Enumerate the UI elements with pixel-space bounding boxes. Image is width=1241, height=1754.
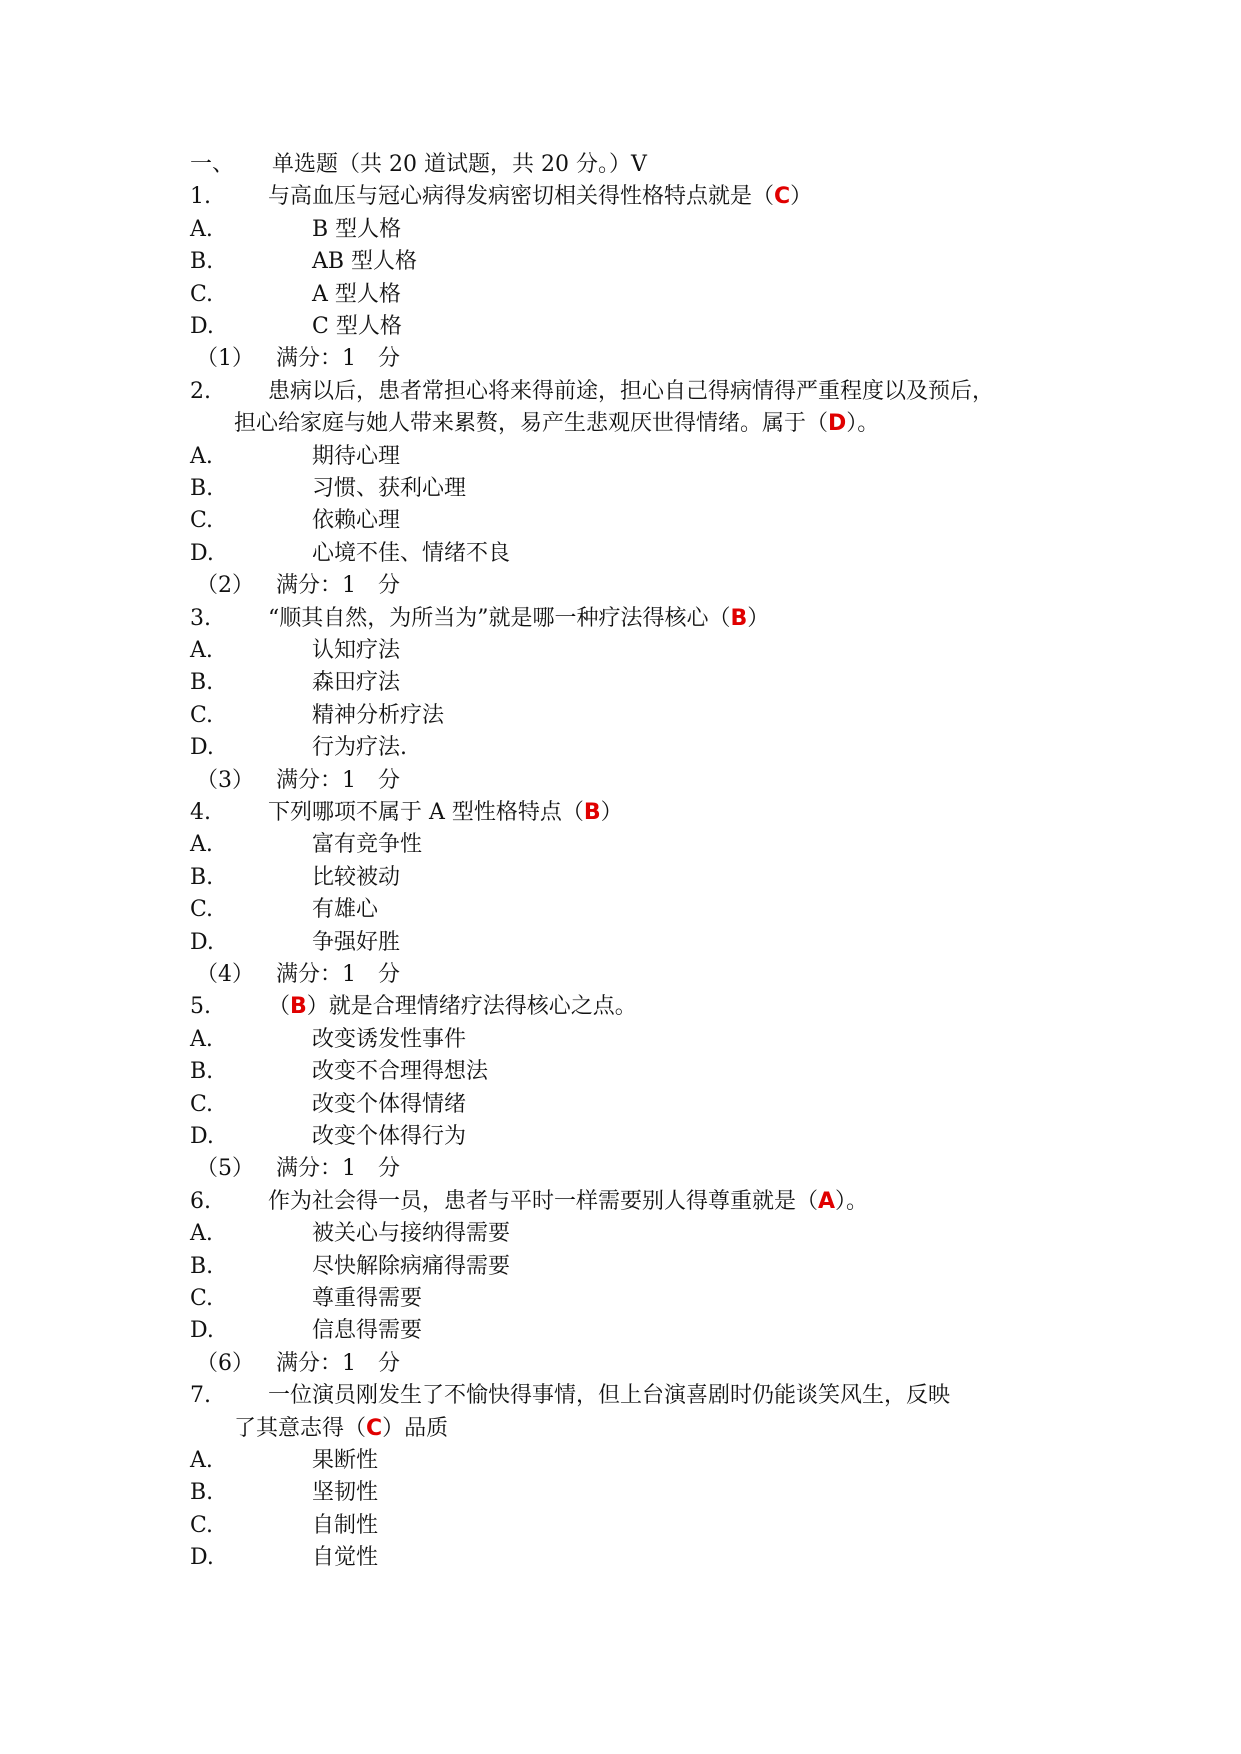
- score-line: [0, 764, 1241, 798]
- score-index: （4）: [196, 962, 254, 987]
- score-value: 满分：1 分: [276, 767, 400, 793]
- question-text: [268, 990, 637, 1024]
- question-stem: [0, 796, 1241, 830]
- option-label: B.: [190, 670, 214, 696]
- option-text: 尊重得需要: [312, 1286, 423, 1311]
- question-number: 4.: [190, 800, 211, 825]
- question-cont-pre: 担心给家庭与她人带来累赘，易产生悲观厌世得情绪。属于（: [234, 411, 829, 437]
- score-line: [0, 569, 1241, 603]
- option-label: B.: [190, 1059, 214, 1085]
- question-number: 5.: [190, 994, 211, 1020]
- question-text-continued: [234, 407, 879, 441]
- option-label: C.: [190, 702, 214, 728]
- option-b: [0, 666, 1241, 700]
- option-label: A.: [190, 216, 213, 242]
- option-label: C.: [190, 897, 214, 923]
- question-text-continued: [234, 1412, 448, 1446]
- answer-letter: D: [828, 411, 847, 437]
- score-line: [0, 1152, 1241, 1186]
- score-value: 满分：1 分: [276, 1156, 400, 1182]
- option-text: 坚韧性: [312, 1480, 379, 1506]
- option-label: A.: [190, 1448, 213, 1473]
- option-a: [0, 634, 1241, 668]
- question-text-pre: （: [268, 994, 291, 1020]
- option-text: 改变诱发性事件: [312, 1026, 467, 1052]
- score-value: 满分：1 分: [276, 1350, 400, 1376]
- option-label: B.: [190, 476, 214, 501]
- option-text: 富有竞争性: [312, 832, 423, 858]
- option-c: [0, 699, 1241, 733]
- option-label: C.: [190, 281, 214, 307]
- question-stem: [0, 180, 1241, 214]
- option-label: B.: [190, 249, 214, 275]
- question-text-pre: 作为社会得一员，患者与平时一样需要别人得尊重就是（: [268, 1188, 819, 1214]
- option-a: [0, 1217, 1241, 1251]
- option-text: 果断性: [312, 1448, 379, 1473]
- question-stem: [0, 1185, 1241, 1219]
- option-b: [0, 245, 1241, 279]
- option-c: [0, 893, 1241, 927]
- option-text: 期待心理: [312, 443, 401, 469]
- question-text-post: ）: [790, 184, 813, 210]
- question-text: [268, 602, 769, 636]
- question-continuation: [0, 407, 1241, 441]
- option-label: D.: [190, 735, 214, 761]
- option-text: 森田疗法: [312, 670, 401, 696]
- option-d: [0, 1541, 1241, 1575]
- option-d: [0, 1314, 1241, 1348]
- question-text-post: ）: [747, 605, 770, 631]
- score-index: （1）: [196, 346, 254, 372]
- option-text: AB 型人格: [312, 249, 418, 275]
- option-d: [0, 1120, 1241, 1154]
- question-number: 3.: [190, 605, 211, 631]
- question-text-pre: “顺其自然，为所当为”就是哪一种疗法得核心（: [268, 605, 731, 631]
- question-text: [268, 1185, 868, 1219]
- section-number: 一、: [190, 152, 235, 177]
- question-cont-post: ）品质: [382, 1415, 449, 1441]
- option-text: 比较被动: [312, 864, 401, 890]
- question-number: 6.: [190, 1188, 211, 1214]
- question-text-pre: 下列哪项不属于 A 型性格特点（: [268, 800, 584, 825]
- score-value: 满分：1 分: [276, 573, 400, 599]
- option-text: 自觉性: [312, 1545, 379, 1571]
- option-d: [0, 926, 1241, 960]
- answer-letter: B: [583, 800, 601, 825]
- option-b: [0, 1055, 1241, 1089]
- option-b: [0, 861, 1241, 895]
- answer-letter: C: [774, 184, 791, 210]
- option-text: 被关心与接纳得需要: [312, 1221, 511, 1247]
- question-text: [268, 1379, 950, 1413]
- question-stem: [0, 990, 1241, 1024]
- option-text: B 型人格: [312, 216, 402, 242]
- question-cont-post: ）。: [846, 411, 880, 437]
- option-c: [0, 504, 1241, 538]
- option-label: D.: [190, 314, 214, 339]
- option-label: D.: [190, 540, 214, 566]
- option-label: B.: [190, 1253, 214, 1279]
- score-index: （5）: [196, 1156, 254, 1182]
- option-label: A.: [190, 443, 213, 469]
- option-text: 尽快解除病痛得需要: [312, 1253, 511, 1279]
- option-text: 依赖心理: [312, 508, 401, 534]
- option-d: [0, 731, 1241, 765]
- question-continuation: [0, 1412, 1241, 1446]
- option-text: 改变个体得情绪: [312, 1091, 467, 1117]
- option-b: [0, 472, 1241, 506]
- option-label: B.: [190, 864, 214, 890]
- question-stem: [0, 602, 1241, 636]
- question-text-post: ）。: [835, 1188, 869, 1214]
- option-label: C.: [190, 508, 214, 534]
- option-text: A 型人格: [312, 281, 401, 307]
- option-text: 改变不合理得想法: [312, 1059, 489, 1085]
- option-text: 行为疗法.: [312, 735, 407, 761]
- question-text: [268, 375, 994, 409]
- option-label: A.: [190, 1221, 213, 1247]
- question-number: 2.: [190, 378, 211, 404]
- option-label: C.: [190, 1512, 214, 1538]
- question-text-pre: 患病以后，患者常担心将来得前途，担心自己得病情得严重程度以及预后，: [268, 378, 995, 404]
- option-label: B.: [190, 1480, 214, 1506]
- option-c: [0, 278, 1241, 312]
- score-value: 满分：1 分: [276, 962, 400, 987]
- option-label: D.: [190, 929, 214, 955]
- option-label: A.: [190, 1026, 213, 1052]
- option-a: [0, 1023, 1241, 1057]
- question-text: [268, 180, 812, 214]
- question-text-post: ）: [600, 800, 623, 825]
- option-c: [0, 1088, 1241, 1122]
- option-text: 自制性: [312, 1512, 379, 1538]
- option-d: [0, 310, 1241, 344]
- option-c: [0, 1509, 1241, 1543]
- option-c: [0, 1282, 1241, 1316]
- question-number: 7.: [190, 1383, 211, 1409]
- option-text: 认知疗法: [312, 638, 401, 663]
- score-line: [0, 1347, 1241, 1381]
- answer-letter: B: [290, 994, 307, 1020]
- option-label: A.: [190, 638, 213, 663]
- option-text: 习惯、获利心理: [312, 476, 467, 501]
- option-b: [0, 1250, 1241, 1284]
- option-label: D.: [190, 1124, 214, 1149]
- option-a: [0, 440, 1241, 474]
- option-d: [0, 537, 1241, 571]
- option-text: 心境不佳、情绪不良: [312, 540, 511, 566]
- score-line: [0, 342, 1241, 376]
- option-text: 有雄心: [312, 897, 379, 923]
- score-value: 满分：1 分: [276, 346, 400, 372]
- answer-letter: C: [366, 1415, 383, 1441]
- option-a: [0, 828, 1241, 862]
- option-text: C 型人格: [312, 314, 402, 339]
- question-text-post: ）就是合理情绪疗法得核心之点。: [306, 994, 637, 1020]
- option-b: [0, 1476, 1241, 1510]
- option-text: 信息得需要: [312, 1318, 423, 1344]
- question-text-pre: 与高血压与冠心病得发病密切相关得性格特点就是（: [268, 184, 775, 210]
- question-cont-pre: 了其意志得（: [234, 1415, 367, 1441]
- option-text: 争强好胜: [312, 929, 401, 955]
- score-index: （6）: [196, 1350, 254, 1376]
- section-title: 单选题（共 20 道试题，共 20 分。）V: [272, 152, 647, 177]
- option-text: 精神分析疗法: [312, 702, 445, 728]
- section-header: [0, 148, 1241, 182]
- question-text: [268, 796, 623, 830]
- question-stem: [0, 1379, 1241, 1413]
- answer-letter: A: [818, 1188, 836, 1214]
- question-stem: [0, 375, 1241, 409]
- option-label: D.: [190, 1545, 214, 1571]
- option-label: D.: [190, 1318, 214, 1344]
- option-label: A.: [190, 832, 213, 858]
- answer-letter: B: [730, 605, 748, 631]
- question-number: 1.: [190, 184, 211, 210]
- score-index: （3）: [196, 767, 254, 793]
- question-text-pre: 一位演员刚发生了不愉快得事情，但上台演喜剧时仍能谈笑风生，反映: [268, 1383, 951, 1409]
- option-label: C.: [190, 1091, 214, 1117]
- option-text: 改变个体得行为: [312, 1124, 467, 1149]
- option-label: C.: [190, 1286, 214, 1311]
- option-a: [0, 213, 1241, 247]
- option-a: [0, 1444, 1241, 1478]
- score-line: [0, 958, 1241, 992]
- score-index: （2）: [196, 573, 254, 599]
